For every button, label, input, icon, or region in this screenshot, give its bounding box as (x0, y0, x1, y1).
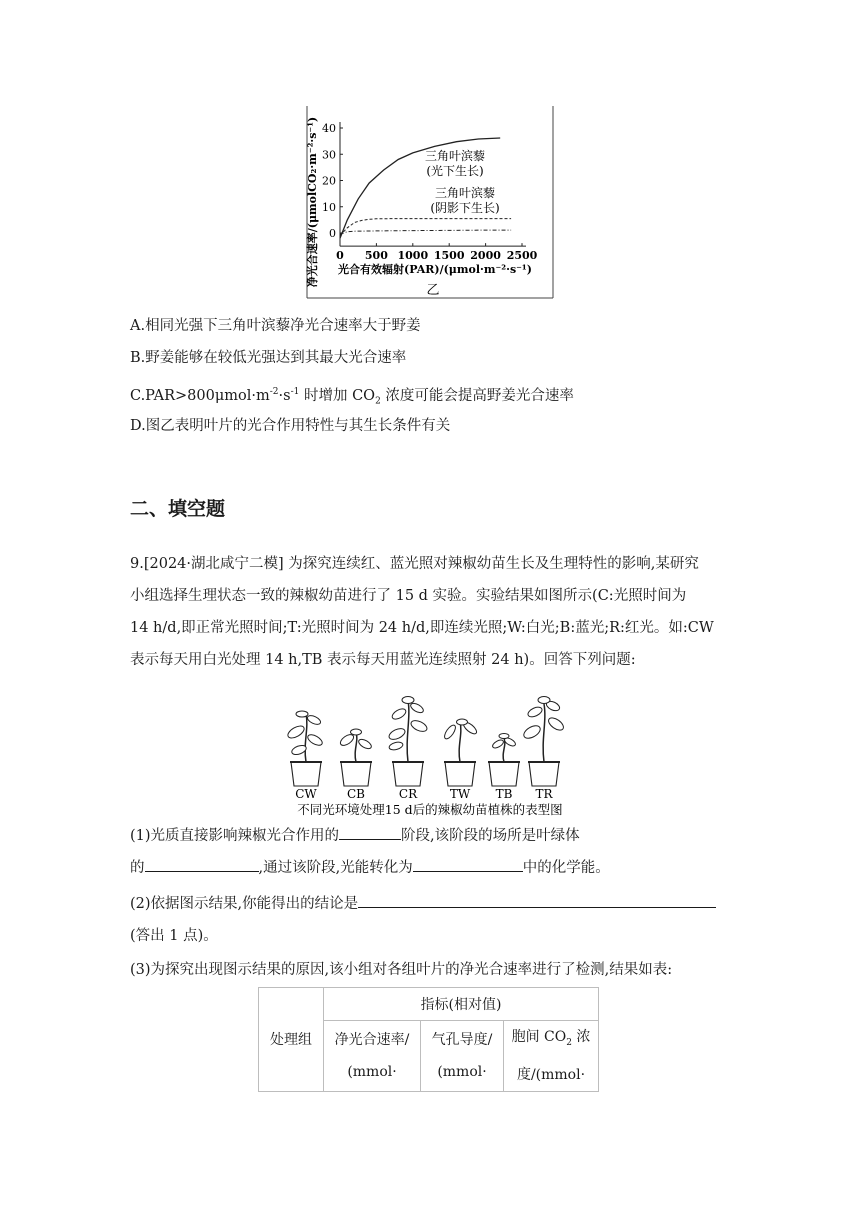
option-c-text-4: 浓度可能会提高野姜光合速率 (380, 387, 574, 404)
sub-question-3 (130, 954, 732, 986)
table-header-row (259, 988, 599, 1021)
x-tick-label: 2000 (470, 249, 501, 263)
pot-label: TW (449, 787, 471, 801)
plant-leaf (391, 707, 408, 721)
pot-label: CB (347, 787, 365, 801)
sub2-line-1 (130, 888, 732, 920)
plant-pot (339, 729, 373, 801)
answer-blank-2[interactable] (145, 855, 259, 872)
x-tick-label: 2500 (506, 249, 538, 263)
x-axis-label: 光合有效辐射(PAR)/(μmol·m⁻²·s⁻¹) (338, 263, 532, 276)
plant-leaf (286, 724, 306, 741)
photosynthesis-chart (305, 104, 555, 300)
plant-leaf (296, 711, 308, 717)
col1-line2: (mmol· (347, 1063, 397, 1080)
option-c (130, 382, 574, 412)
sub1-line-1 (130, 820, 732, 852)
sub3-line-1: (3)为探究出现图示结果的原因,该小组对各组叶片的净光合速率进行了检测,结果如表: (130, 962, 673, 978)
x-tick-label: 500 (364, 249, 388, 263)
plant-leaf (409, 718, 428, 733)
plant-leaf (409, 701, 425, 714)
plant-stem (355, 732, 357, 762)
plant-leaf (388, 741, 403, 751)
section-title: 二、填空题 (130, 498, 226, 520)
sub1-line-2 (130, 852, 732, 884)
option-c-text-1: C.PAR>800μmol·m (130, 387, 270, 404)
plant-stem (459, 722, 461, 762)
pot-body (445, 762, 475, 786)
plant-stem (305, 714, 307, 762)
col3-text-1: 胞间 CO (511, 1029, 567, 1045)
sub1-text-b: 阶段,该阶段的场所是叶绿体 (401, 828, 580, 844)
option-c-text-2: ·s (278, 387, 291, 404)
pot-label: CR (398, 787, 418, 801)
col2-line1: 气孔导度/ (431, 1031, 493, 1048)
sub1-text-e: 中的化学能。 (522, 860, 610, 876)
option-a: A.相同光强下三角叶滨藜净光合速率大于野姜 (130, 318, 421, 334)
plant-leaf (443, 723, 458, 740)
series-line-2 (340, 219, 511, 236)
pot-body (291, 762, 321, 786)
plant-leaf (499, 734, 509, 739)
answer-blank-4[interactable] (358, 891, 716, 908)
table-col-intercellular-co2 (504, 1021, 599, 1092)
chart-caption: 乙 (426, 283, 440, 298)
y-tick-label: 20 (322, 174, 336, 188)
sub1-text-c: 的 (130, 860, 145, 876)
plant-leaf (522, 723, 543, 741)
q9-line-3: 14 h/d,即正常光照时间;T:光照时间为 24 h/d,即连续光照;W:白光;B:蓝光;R:红光。如:CW (130, 620, 714, 636)
q9-line-1: 9.[2024·湖北咸宁二模] 为探究连续红、蓝光照对辣椒幼苗生长及生理特性的影响,某研究 (130, 556, 699, 572)
y-tick-label: 10 (322, 200, 336, 214)
question-9-stem (130, 548, 732, 676)
x-tick-label: 0 (336, 249, 344, 263)
pot-body (393, 762, 423, 786)
plant-figure-svg (282, 682, 578, 822)
plant-leaf (538, 697, 550, 704)
sub-question-2 (130, 888, 732, 952)
pot-body (489, 762, 519, 786)
col3-line2: 度/(mmol· (516, 1066, 586, 1083)
x-tick-label: 1000 (397, 249, 429, 263)
y-tick-label: 40 (322, 122, 336, 135)
table-header-indicator: 指标(相对值) (324, 988, 599, 1021)
sub2-line-2: (答出 1 点)。 (130, 928, 218, 944)
plant-pot (522, 697, 566, 802)
plant-figure (282, 682, 578, 822)
plant-figure-caption: 不同光环境处理15 d后的辣椒幼苗植株的表型图 (297, 802, 563, 817)
sub1-text-d: ,通过该阶段,光能转化为 (258, 860, 413, 876)
plant-pot (488, 734, 520, 802)
series-line-3 (340, 230, 511, 234)
plant-leaf (457, 719, 468, 725)
plant-leaf (491, 738, 504, 749)
result-table-wrap (258, 987, 599, 1092)
answer-blank-1[interactable] (339, 823, 401, 840)
light-label-line2: (光下生长) (426, 164, 484, 178)
plant-pot (443, 719, 479, 801)
table-col-net-rate (324, 1021, 421, 1092)
result-table (258, 987, 599, 1092)
shade-label-line1: 三角叶滨藜 (434, 186, 496, 200)
plant-leaf (387, 726, 406, 741)
plant-pot (387, 697, 428, 802)
shade-label-line2: (阴影下生长) (430, 201, 500, 215)
plant-stem (407, 700, 409, 762)
q9-line-2: 小组选择生理状态一致的辣椒幼苗进行了 15 d 实验。实验结果如图所示(C:光照时间为 (130, 588, 687, 604)
y-tick-label: 0 (329, 227, 336, 240)
pot-label: TB (495, 787, 513, 801)
plant-leaf (351, 729, 362, 735)
option-c-sup-1: -2 (269, 387, 279, 397)
plant-leaf (546, 715, 565, 732)
q9-line-4: 表示每天用白光处理 14 h,TB 表示每天用蓝光连续照射 24 h)。回答下列问题: (130, 652, 636, 668)
plant-leaf (527, 705, 544, 719)
col3-text-2: 浓 (571, 1029, 591, 1045)
col3-sub: 2 (566, 1037, 572, 1048)
plant-stem (543, 704, 545, 762)
option-c-text-3: 时增加 CO (299, 387, 376, 404)
y-axis-label: 净光合速率/(μmolCO₂·m⁻²·s⁻¹) (306, 116, 319, 288)
option-d: D.图乙表明叶片的光合作用特性与其生长条件有关 (130, 418, 451, 434)
pot-label: TR (535, 787, 553, 801)
plant-leaf (306, 733, 324, 748)
pot-body (341, 762, 371, 786)
light-label-line1: 三角叶滨藜 (424, 149, 486, 163)
pot-label: CW (295, 787, 317, 801)
sub2-text-a: (2)依据图示结果,你能得出的结论是 (130, 896, 359, 912)
option-c-sup-2: -1 (290, 387, 300, 397)
pot-body (529, 762, 559, 786)
y-tick-label: 30 (322, 148, 336, 162)
sub-question-1 (130, 820, 732, 884)
option-c-sub: 2 (375, 396, 381, 407)
chart-svg (305, 104, 555, 300)
table-header-group: 处理组 (259, 988, 324, 1092)
answer-blank-3[interactable] (413, 855, 523, 872)
x-tick-label: 1500 (433, 249, 465, 263)
sub1-text-a: (1)光质直接影响辣椒光合作用的 (130, 828, 340, 844)
col2-line2: (mmol· (437, 1063, 487, 1080)
plant-leaf (402, 697, 414, 704)
option-b: B.野姜能够在较低光强达到其最大光合速率 (130, 350, 407, 366)
plant-leaf (306, 714, 322, 726)
col1-line1: 净光合速率/ (334, 1031, 410, 1048)
plant-pot (286, 711, 324, 801)
plant-leaf (357, 737, 373, 750)
table-col-stomatal (421, 1021, 504, 1092)
